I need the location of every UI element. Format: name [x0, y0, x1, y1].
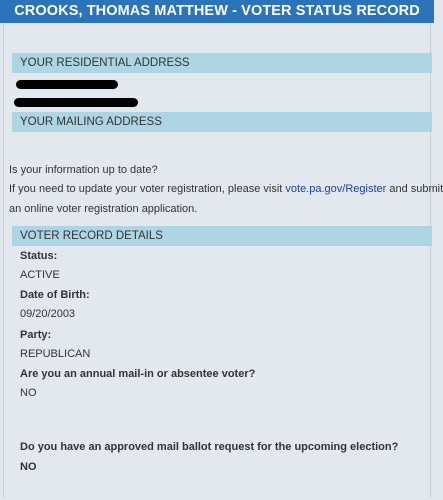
update-question: Is your information up to date? — [9, 164, 158, 176]
mailing-address-header: YOUR MAILING ADDRESS — [12, 112, 432, 132]
redacted-residential-line-1 — [16, 80, 118, 89]
update-instructions-suffix: and submit — [386, 183, 443, 195]
mail-in-voter-value: NO — [20, 387, 37, 399]
mail-ballot-request-label: Do you have an approved mail ballot request for the upcoming election? — [20, 441, 399, 453]
register-link[interactable]: vote.pa.gov/Register — [285, 183, 387, 195]
party-value: REPUBLICAN — [20, 348, 91, 360]
party-label: Party: — [20, 329, 52, 341]
dob-label: Date of Birth: — [20, 289, 90, 301]
update-instructions — [9, 183, 443, 195]
page-title: CROOKS, THOMAS MATTHEW - VOTER STATUS RECORD — [0, 0, 434, 23]
update-instructions-line-2: an online voter registration application. — [9, 203, 198, 215]
status-label: Status: — [20, 250, 58, 262]
status-value: ACTIVE — [20, 269, 60, 281]
dob-value: 09/20/2003 — [20, 308, 76, 320]
mail-in-voter-label: Are you an annual mail-in or absentee voter? — [20, 368, 256, 380]
update-instructions-prefix: If you need to update your voter registration, please visit — [9, 183, 286, 195]
residential-address-header: YOUR RESIDENTIAL ADDRESS — [12, 53, 432, 73]
voter-record-panel — [3, 23, 443, 498]
redacted-residential-line-2 — [14, 98, 138, 107]
voter-record-details-header: VOTER RECORD DETAILS — [12, 226, 432, 246]
mail-ballot-request-value: NO — [20, 461, 37, 473]
